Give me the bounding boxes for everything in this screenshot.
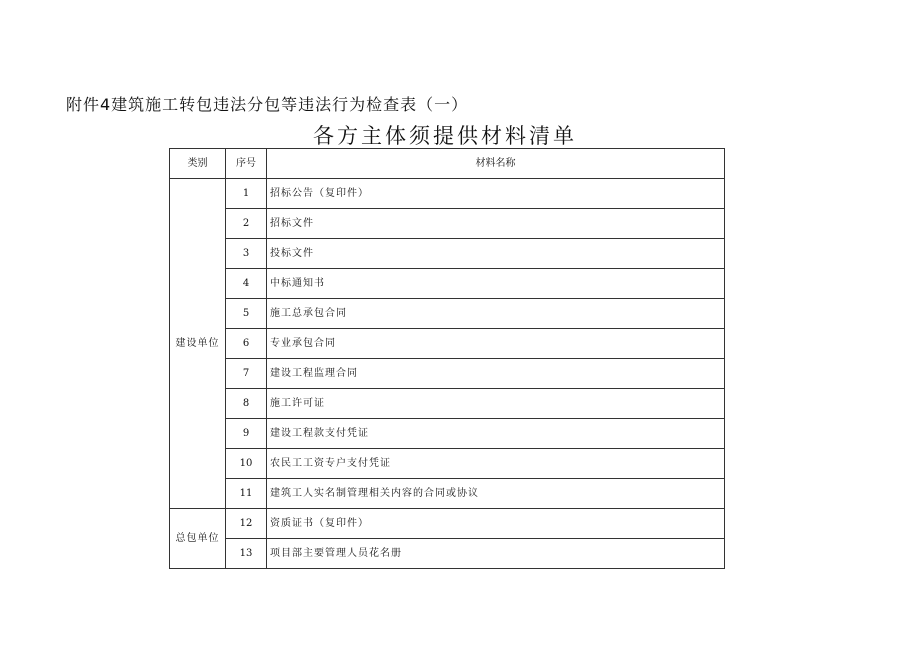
material-name-cell: 招标公告（复印件） [267, 179, 725, 209]
seq-cell: 8 [226, 389, 267, 419]
header-category: 类别 [170, 149, 226, 179]
seq-cell: 13 [226, 539, 267, 569]
material-name-cell: 投标文件 [267, 239, 725, 269]
seq-cell: 9 [226, 419, 267, 449]
table-row [170, 329, 725, 359]
seq-cell: 6 [226, 329, 267, 359]
category-cell: 建设单位 [170, 179, 226, 509]
seq-cell: 10 [226, 449, 267, 479]
table-row [170, 479, 725, 509]
table-row [170, 269, 725, 299]
table-row [170, 299, 725, 329]
seq-cell: 1 [226, 179, 267, 209]
seq-cell: 4 [226, 269, 267, 299]
table-row [170, 509, 725, 539]
table-row [170, 419, 725, 449]
material-name-cell: 施工总承包合同 [267, 299, 725, 329]
table-row [170, 209, 725, 239]
material-name-cell: 资质证书（复印件） [267, 509, 725, 539]
seq-cell: 5 [226, 299, 267, 329]
materials-table [169, 148, 725, 569]
material-name-cell: 招标文件 [267, 209, 725, 239]
material-name-cell: 专业承包合同 [267, 329, 725, 359]
table-row [170, 539, 725, 569]
seq-cell: 2 [226, 209, 267, 239]
seq-cell: 11 [226, 479, 267, 509]
seq-cell: 3 [226, 239, 267, 269]
table-row [170, 179, 725, 209]
table-row [170, 449, 725, 479]
header-seq: 序号 [226, 149, 267, 179]
header-material-name: 材料名称 [267, 149, 725, 179]
seq-cell: 7 [226, 359, 267, 389]
material-name-cell: 项目部主要管理人员花名册 [267, 539, 725, 569]
table-row [170, 359, 725, 389]
seq-cell: 12 [226, 509, 267, 539]
material-name-cell: 建筑工人实名制管理相关内容的合同或协议 [267, 479, 725, 509]
table-header-row [170, 149, 725, 179]
material-name-cell: 建设工程监理合同 [267, 359, 725, 389]
material-name-cell: 农民工工资专户支付凭证 [267, 449, 725, 479]
material-name-cell: 中标通知书 [267, 269, 725, 299]
table-row [170, 239, 725, 269]
category-cell: 总包单位 [170, 509, 226, 569]
material-name-cell: 建设工程款支付凭证 [267, 419, 725, 449]
table-row [170, 389, 725, 419]
page-title: 各方主体须提供材料清单 [313, 124, 577, 148]
attachment-title: 附件4建筑施工转包违法分包等违法行为检查表（一） [66, 95, 469, 114]
material-name-cell: 施工许可证 [267, 389, 725, 419]
